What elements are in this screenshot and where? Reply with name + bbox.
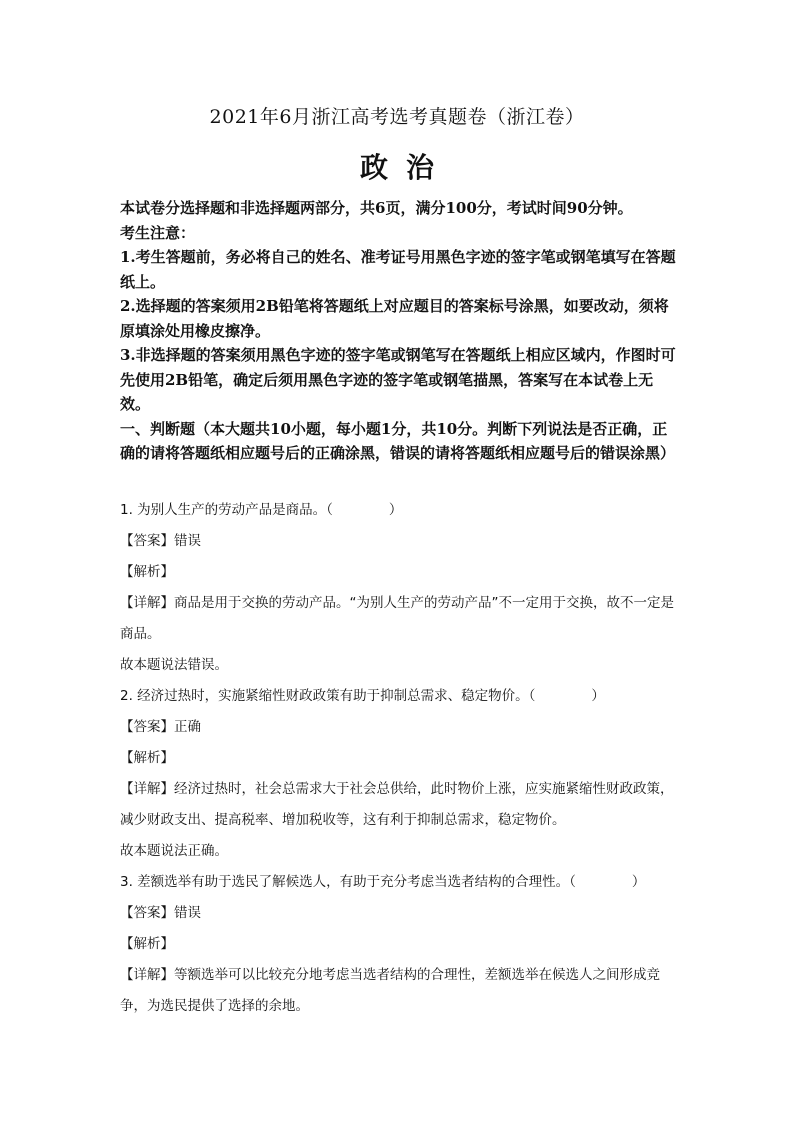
answer-tag: 【答案】 — [120, 533, 174, 549]
answer-line — [120, 526, 676, 557]
detail-line — [120, 960, 676, 1022]
subject-heading: 政治 — [359, 151, 452, 184]
instruction-item: 1.考生答题前，务必将自己的姓名、准考证号用黑色字迹的签字笔或钢笔填写在答题纸上。 — [120, 248, 676, 291]
detail-text: 等额选举可以比较充分地考虑当选者结构的合理性，差额选举在候选人之间形成竞争，为选民提供了选择的余地。 — [120, 967, 660, 1014]
analysis-tag: 【解析】 — [120, 564, 174, 580]
detail-tag: 【详解】 — [120, 781, 174, 797]
open-paren: （ — [528, 688, 536, 704]
question-text: 1. 为别人生产的劳动产品是商品。 — [120, 502, 327, 518]
question-stem — [120, 495, 676, 526]
detail-line — [120, 588, 676, 650]
answer-line — [120, 712, 676, 743]
close-paren: ） — [388, 502, 403, 518]
detail-tag: 【详解】 — [120, 967, 174, 983]
open-paren: （ — [326, 502, 333, 518]
open-paren: （ — [569, 874, 576, 890]
question-stem — [120, 681, 676, 712]
exam-title: 2021年6月浙江高考选考真题卷（浙江卷） — [209, 106, 585, 128]
answer-value: 错误 — [174, 533, 201, 549]
answer-value: 正确 — [174, 719, 201, 735]
exam-instructions — [120, 196, 676, 466]
question-stem — [120, 867, 676, 898]
question-text: 2. 经济过热时，实施紧缩性财政政策有助于抑制总需求、稳定物价。 — [120, 688, 529, 704]
exam-summary: 本试卷分选择题和非选择题两部分，共6页，满分100分，考试时间90分钟。 — [120, 199, 633, 217]
question-text: 3. 差额选举有助于选民了解候选人，有助于充分考虑当选者结构的合理性。 — [120, 874, 570, 890]
close-paren: ） — [631, 874, 646, 890]
analysis-tag: 【解析】 — [120, 750, 174, 766]
close-paren: ） — [591, 688, 605, 704]
detail-tag: 【详解】 — [120, 595, 174, 611]
detail-text: 经济过热时，社会总需求大于社会总供给，此时物价上涨，应实施紧缩性财政政策，减少财政支出、提高税率、增加税收等，这有利于抑制总需求，稳定物价。 — [120, 781, 674, 828]
analysis-tag: 【解析】 — [120, 936, 174, 952]
conclusion-text: 故本题说法正确。 — [120, 843, 228, 859]
questions-body — [120, 495, 676, 1022]
conclusion-text: 故本题说法错误。 — [120, 657, 228, 673]
answer-line — [120, 898, 676, 929]
detail-text: 商品是用于交换的劳动产品。“为别人生产的劳动产品”不一定用于交换，故不一定是商品。 — [120, 595, 674, 642]
section-heading: 一、判断题（本大题共10小题，每小题1分，共10分。判断下列说法是否正确，正确的请将答题纸相应题号后的正确涂黑，错误的请将答题纸相应题号后的错误涂黑） — [120, 419, 676, 462]
answer-value: 错误 — [174, 905, 201, 921]
notice-heading: 考生注意： — [120, 223, 196, 242]
answer-tag: 【答案】 — [120, 719, 174, 735]
answer-tag: 【答案】 — [120, 905, 174, 921]
instruction-item: 3.非选择题的答案须用黑色字迹的签字笔或钢笔写在答题纸上相应区域内，作图时可先使用2B铅笔，确定后须用黑色字迹的签字笔或钢笔描黑，答案写在本试卷上无效。 — [120, 346, 676, 413]
instruction-item: 2.选择题的答案须用2B铅笔将答题纸上对应题目的答案标号涂黑，如要改动，须将原填涂处用橡皮擦净。 — [120, 297, 669, 340]
detail-line — [120, 774, 676, 836]
